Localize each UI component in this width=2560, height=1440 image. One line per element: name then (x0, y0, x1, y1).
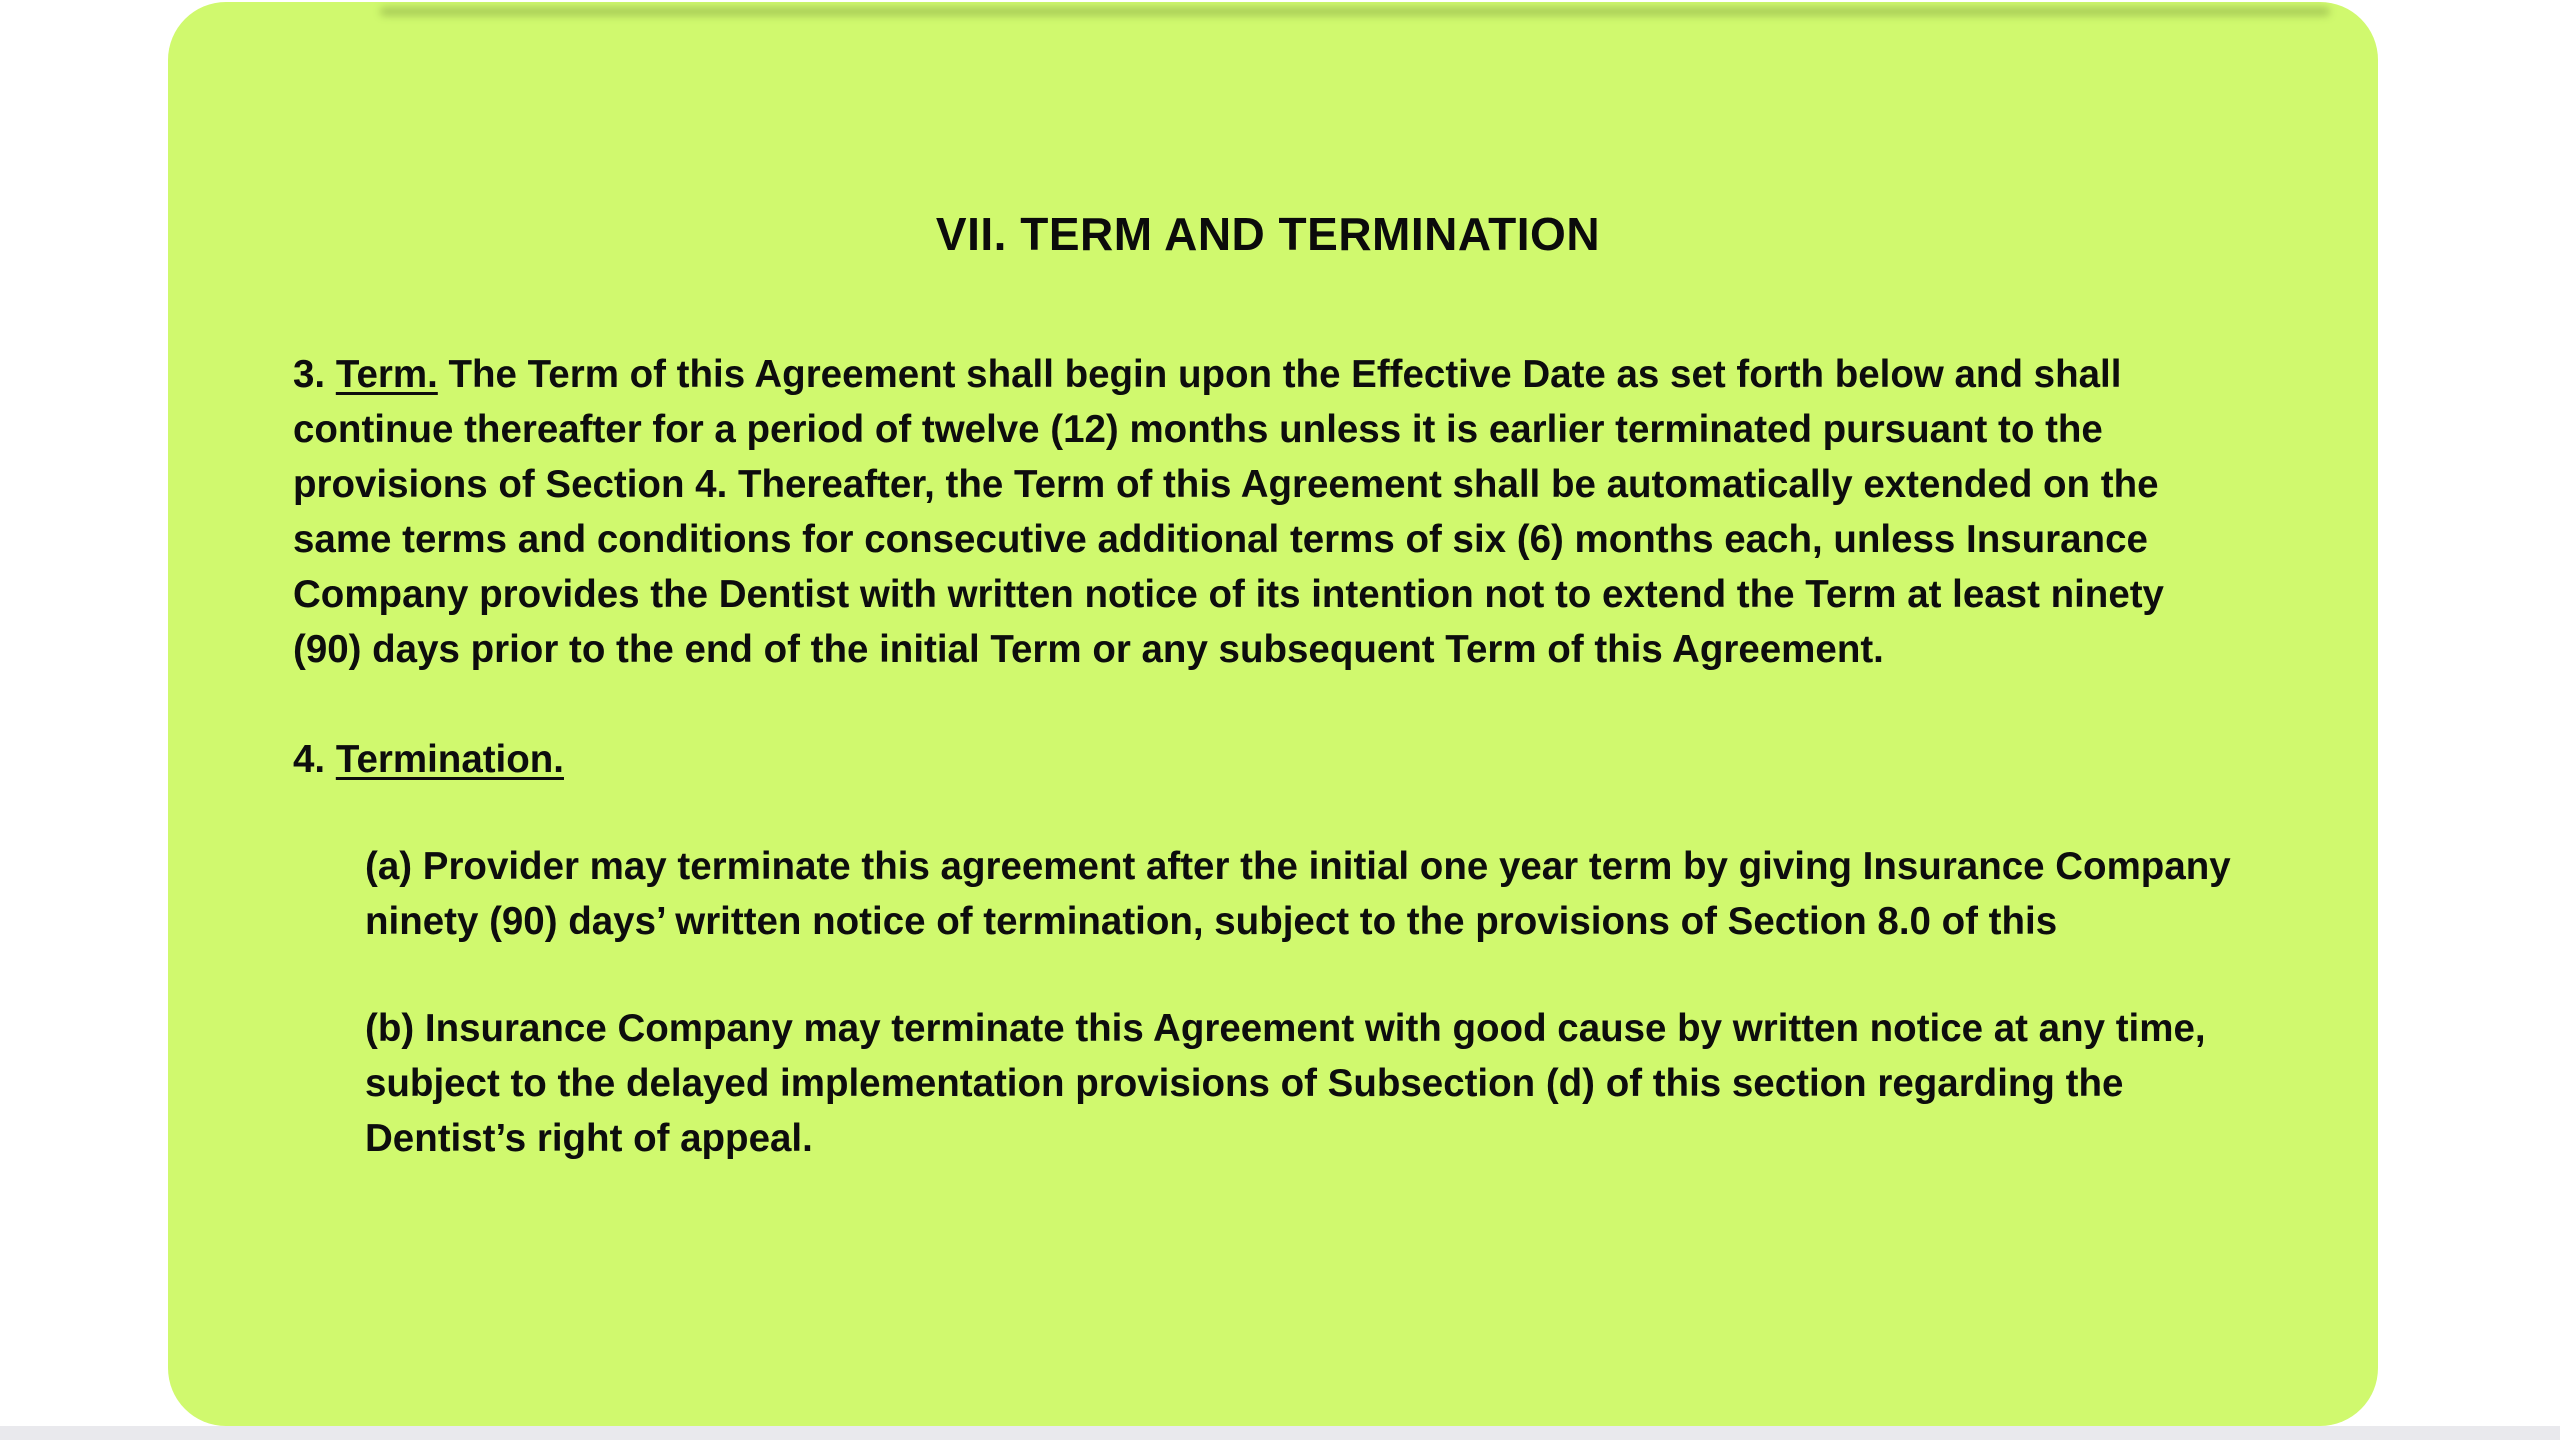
document-content (293, 2, 2243, 1166)
term-section-number: 3. (293, 353, 326, 396)
termination-section-heading: Termination. (335, 738, 564, 781)
term-section-heading: Term. (335, 353, 438, 396)
subsection-b-label: (b) (365, 1007, 415, 1050)
subsection-a-text: Provider may terminate this agreement after the initial one year term by giving Insurance Company ninety (90) days’ written notice of termination, subject to the provisions of Section 8.0 of this (365, 845, 2231, 943)
term-section-body: The Term of this Agreement shall begin upon the Effective Date as set forth below and shall continue thereafter for a period of twelve (12) months unless it is earlier terminated pursuant to the provisions of Section 4. Thereafter, the Term of this Agreement shall be automatically extended on the same terms and conditions for consecutive additional terms of six (6) months each, unless Insurance Company provides the Dentist with written notice of its intention not to extend the Term at least ninety (90) days prior to the end of the initial Term or any subsequent Term of this Agreement. (293, 353, 2164, 671)
bottom-edge-bar (0, 1426, 2560, 1440)
termination-subsection-b (365, 1001, 2243, 1166)
subsection-a-label: (a) (365, 845, 413, 888)
subsection-b-text: Insurance Company may terminate this Agreement with good cause by written notice at any time, subject to the delayed implementation provisions of Subsection (d) of this section regarding the Dentist’s right of appeal. (365, 1007, 2206, 1160)
page-title: VII. TERM AND TERMINATION (935, 208, 1601, 260)
termination-subsection-a (365, 839, 2243, 949)
document-card (168, 2, 2378, 1426)
term-paragraph (293, 347, 2243, 677)
termination-section-number: 4. (293, 738, 326, 781)
termination-heading-line (293, 732, 2243, 787)
